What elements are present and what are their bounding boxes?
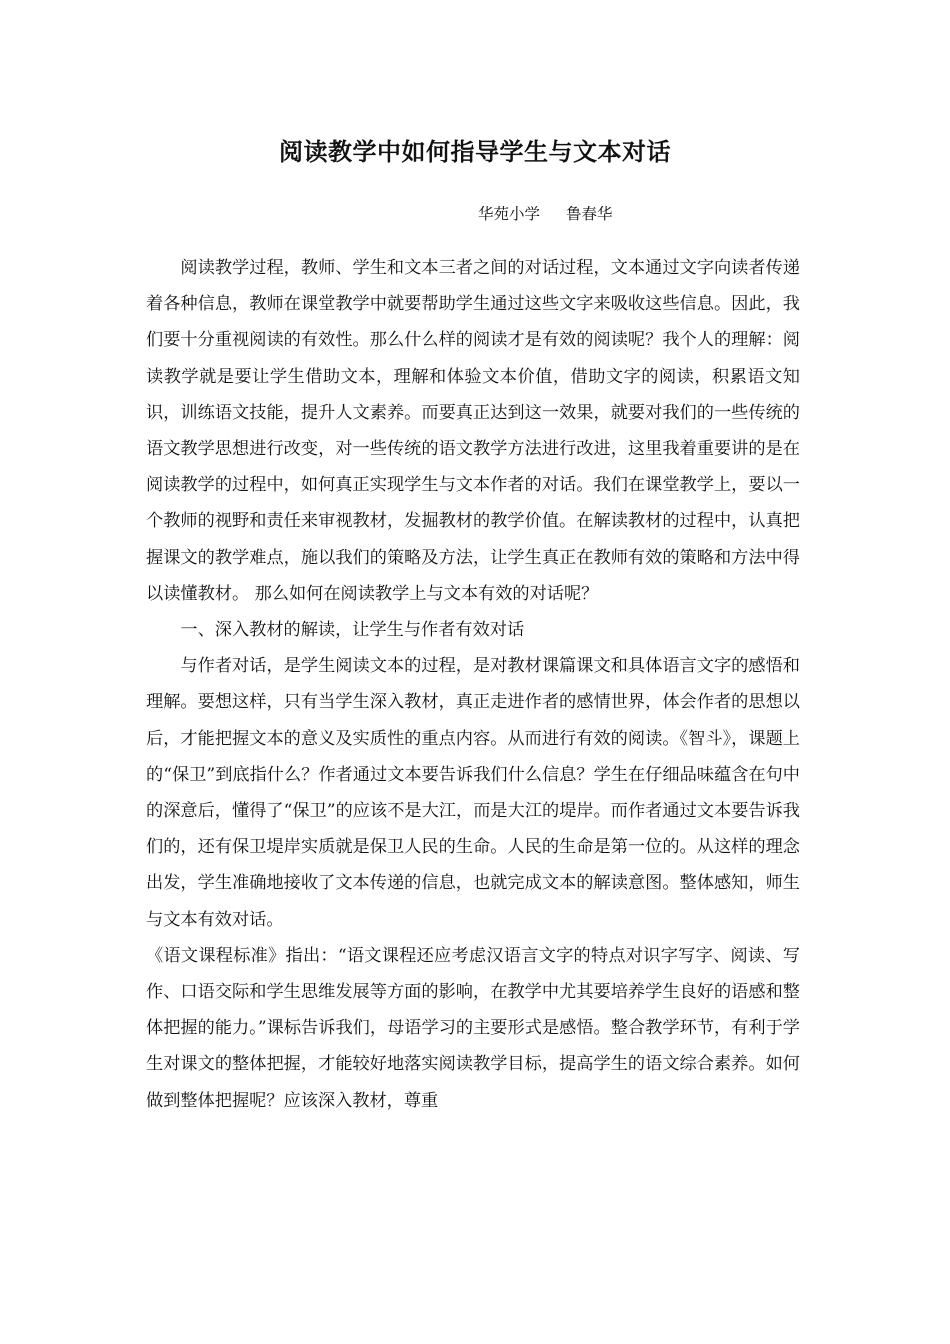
byline	[478, 199, 613, 229]
school-name: 华苑小学	[478, 205, 541, 223]
document-title: 阅读教学中如何指导学生与文本对话	[279, 138, 671, 166]
paragraph-dialogue-author: 与作者对话，是学生阅读文本的过程，是对教材课篇课文和具体语言文字的感悟和理解。要想这样，只有当学生深入教材，真正走进作者的感情世界，体会作者的思想以后，才能把握文本的意义及实质性的重点内容。从而进行有效的阅读。《智斗》，课题上的“保卫”到底指什么？作者通过文本要告诉我们什么信息？学生在仔细品味蕴含在句中的深意后，懂得了“保卫”的应该不是大江，而是大江的堤岸。而作者通过文本要告诉我们的，还有保卫堤岸实质就是保卫人民的生命。人民的生命是第一位的。从这样的理念出发，学生准确地接收了文本传递的信息，也就完成文本的解读意图。整体感知，师生与文本有效对话。	[146, 656, 800, 930]
author-name: 鲁春华	[566, 205, 613, 223]
section-heading: 一、深入教材的解读，让学生与作者有效对话	[180, 620, 525, 641]
document-body	[146, 250, 800, 1119]
paragraph-intro: 阅读教学过程，教师、学生和文本三者之间的对话过程，文本通过文字向读者传递着各种信息，教师在课堂教学中就要帮助学生通过这些文字来吸收这些信息。因此，我们要十分重视阅读的有效性。那么什么样的阅读才是有效的阅读呢？我个人的理解：阅读教学就是要让学生借助文本，理解和体验文本价值，借助文字的阅读，积累语文知识，训练语文技能，提升人文素养。而要真正达到这一效果，就要对我们的一些传统的语文教学思想进行改变，对一些传统的语文教学方法进行改进，这里我着重要讲的是在阅读教学的过程中，如何真正实现学生与文本作者的对话。我们在课堂教学上，要以一个教师的视野和责任来审视教材，发掘教材的教学价值。在解读教材的过程中，认真把握课文的教学难点，施以我们的策略及方法，让学生真正在教师有效的策略和方法中得以读懂教材。 那么如何在阅读教学上与文本有效的对话呢？	[146, 258, 800, 604]
paragraph-curriculum-standard: 《语文课程标准》指出：“语文课程还应考虑汉语言文字的特点对识字写字、阅读、写作、口语交际和学生思维发展等方面的影响，在教学中尤其要培养学生良好的语感和整体把握的能力。”课标告诉我们，母语学习的主要形式是感悟。整合教学环节，有利于学生对课文的整体把握，才能较好地落实阅读教学目标，提高学生的语文综合素养。如何做到整体把握呢？应该深入教材，尊重	[146, 945, 800, 1111]
